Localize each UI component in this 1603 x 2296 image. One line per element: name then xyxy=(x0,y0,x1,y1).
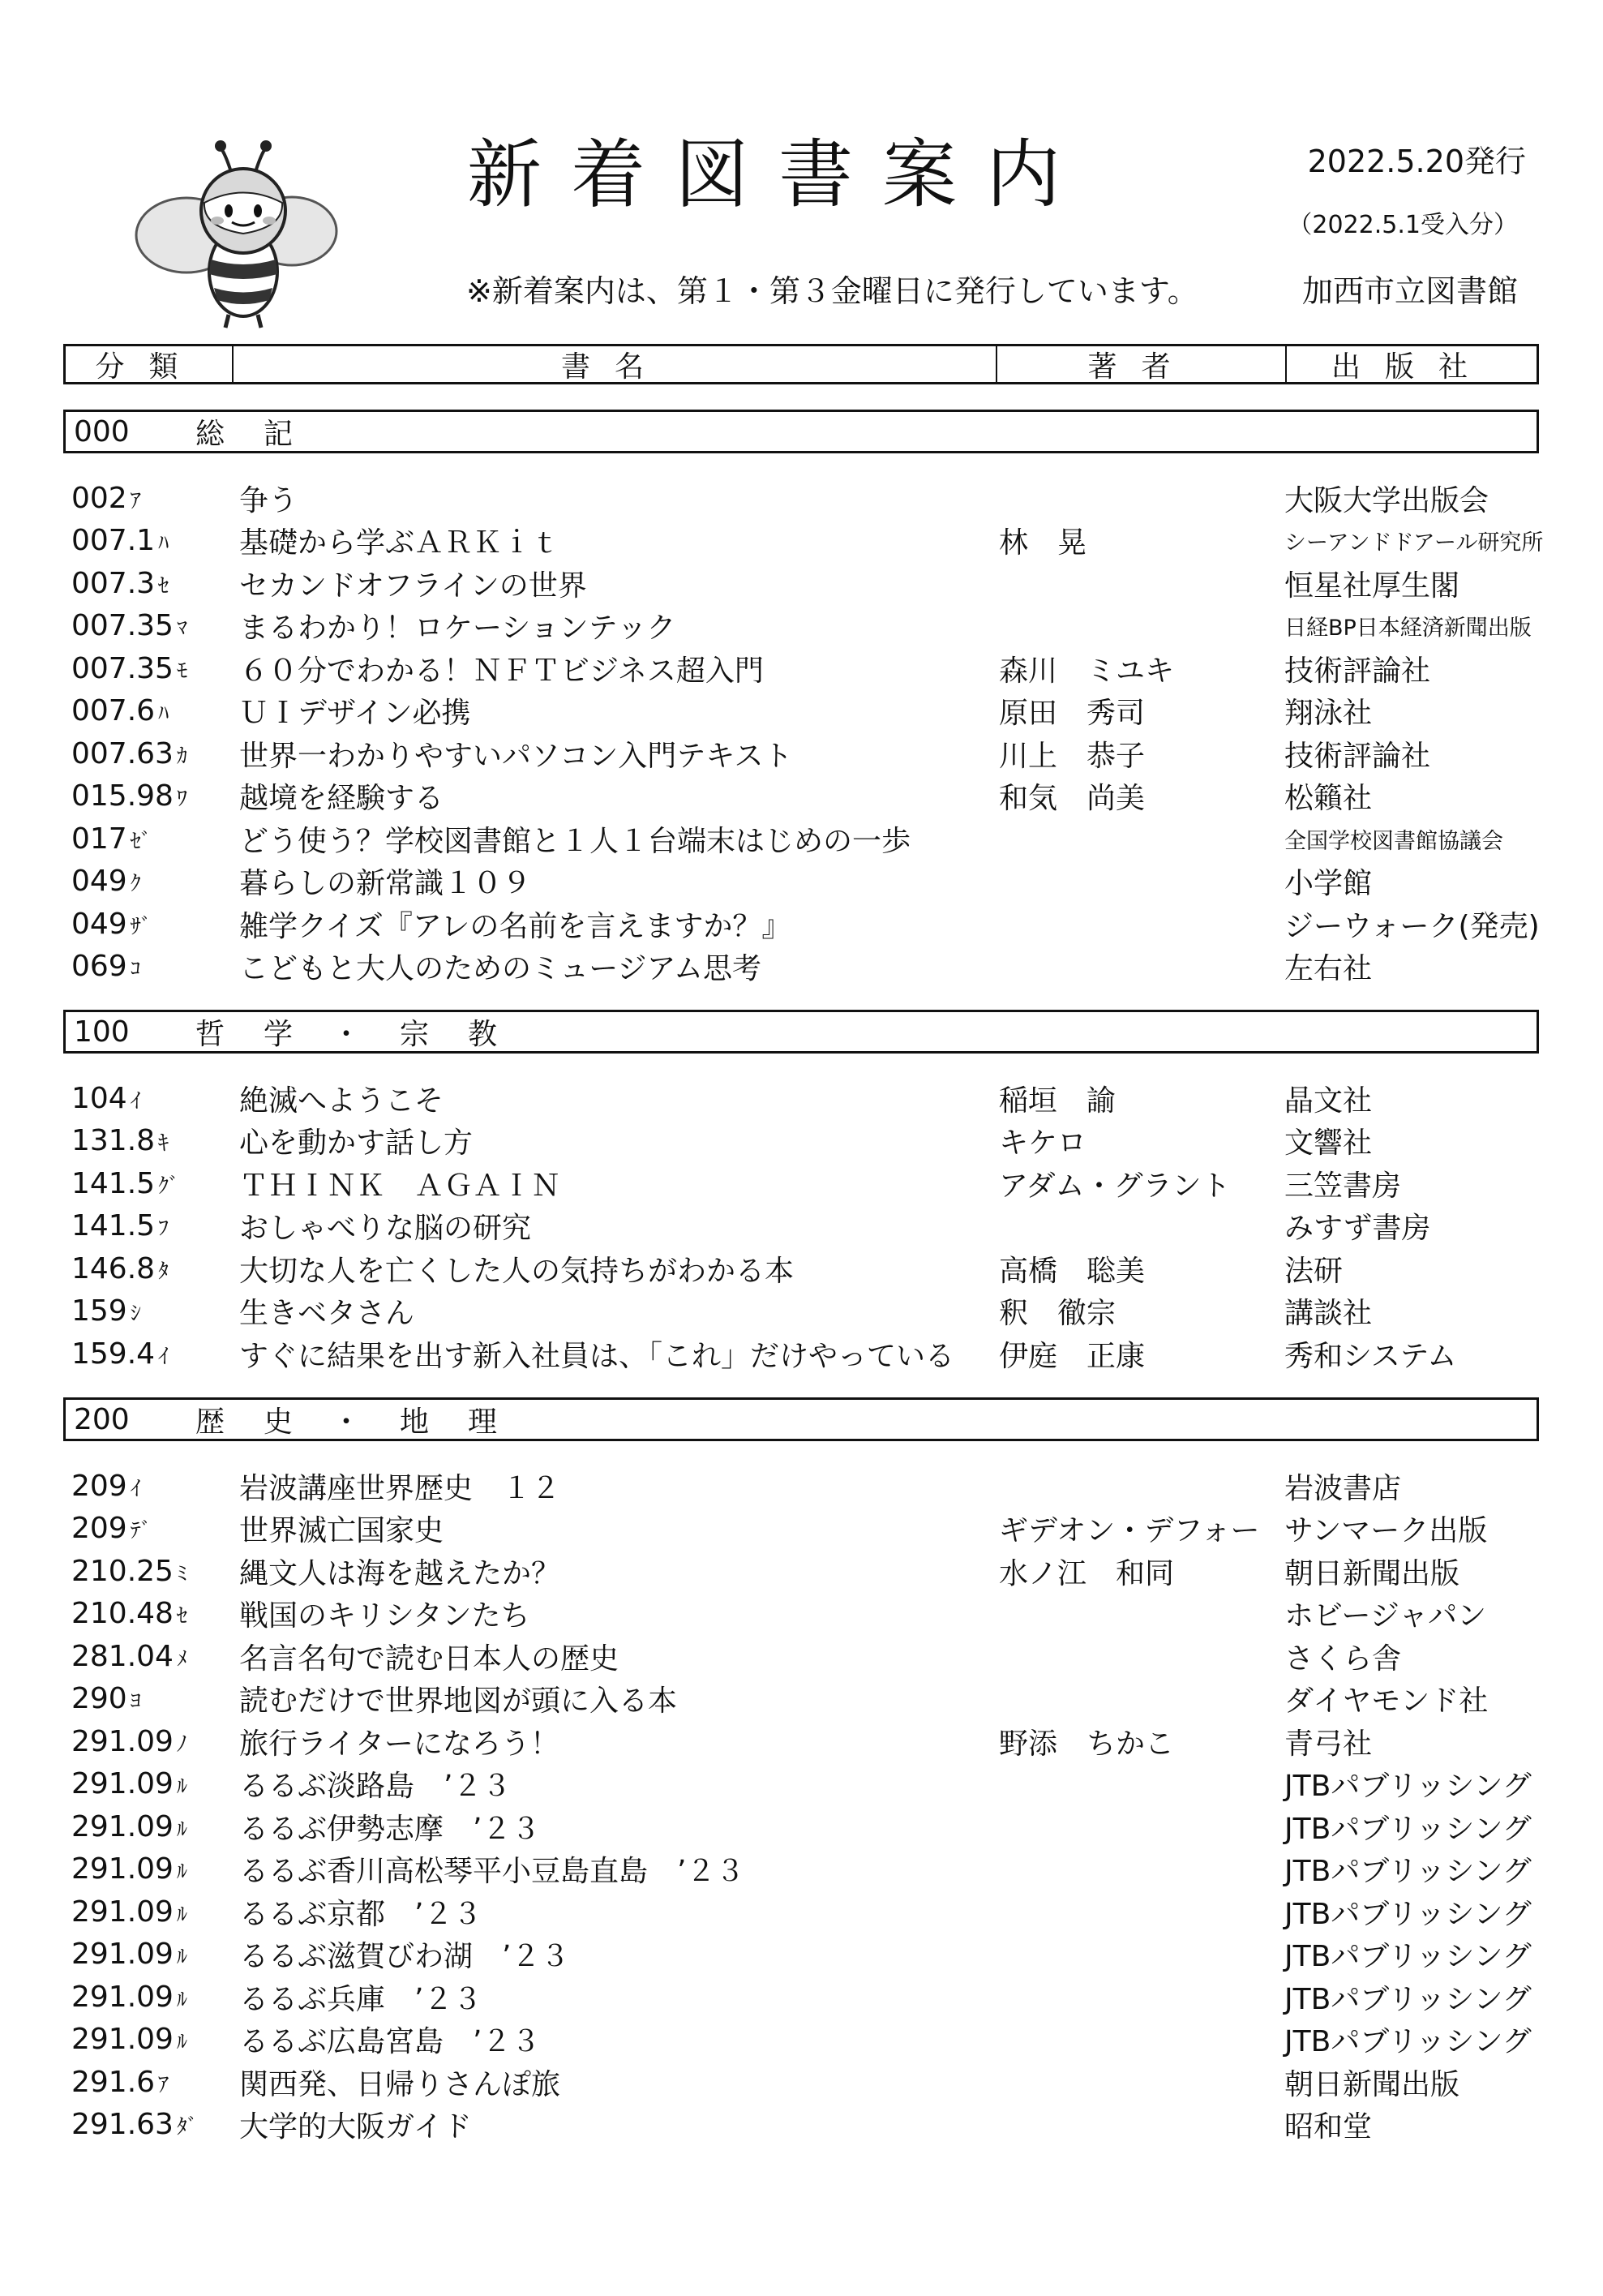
book-row xyxy=(0,775,1603,818)
book-publisher: 三笠書房 xyxy=(1284,1169,1402,1203)
book-title: るるぶ香川高松琴平小豆島直島 ’２３ xyxy=(239,1855,745,1889)
author-initial-kana: ﾓ xyxy=(176,659,187,684)
classification-number: 291.09 xyxy=(71,1724,174,1758)
classification-number: 159.4 xyxy=(71,1337,156,1371)
book-title: 雑学クイズ『アレの名前を言えますか？』 xyxy=(239,909,791,943)
classification-number: 291.6 xyxy=(71,2065,156,2099)
book-title: るるぶ京都 ’２３ xyxy=(239,1897,482,1931)
book-publisher: 大阪大学出版会 xyxy=(1284,483,1489,517)
book-classification xyxy=(71,1167,179,1200)
book-title: 読むだけで世界地図が頭に入る本 xyxy=(239,1684,678,1719)
book-row xyxy=(0,1508,1603,1551)
column-title: 書名 xyxy=(234,346,997,382)
book-row xyxy=(0,1720,1603,1763)
book-classification xyxy=(71,950,141,983)
author-initial-kana: ﾖ xyxy=(130,1689,141,1714)
book-row xyxy=(0,1678,1603,1721)
section-code: 100 xyxy=(74,1015,130,1049)
book-publisher: 松籟社 xyxy=(1284,782,1373,816)
book-title: 暮らしの新常識１０９ xyxy=(239,867,532,901)
book-row xyxy=(0,1805,1603,1848)
book-publisher: JTBパブリッシング xyxy=(1284,1855,1532,1889)
book-title: 絶滅へようこそ xyxy=(239,1084,444,1118)
book-author: 森川 ミユキ xyxy=(999,654,1175,688)
book-row xyxy=(0,860,1603,903)
book-classification xyxy=(71,1981,187,2014)
book-publisher: JTBパブリッシング xyxy=(1284,1770,1532,1804)
author-initial-kana: ｻﾞ xyxy=(130,914,152,939)
classification-number: 007.1 xyxy=(71,524,156,558)
author-initial-kana: ｾﾞ xyxy=(130,829,152,854)
book-row xyxy=(0,1976,1603,2019)
book-classification xyxy=(71,779,187,813)
book-classification xyxy=(71,1082,141,1115)
book-author: 稲垣 諭 xyxy=(999,1084,1117,1118)
classification-number: 017 xyxy=(71,822,127,856)
section-list-000 xyxy=(0,477,1603,988)
classification-number: 141.5 xyxy=(71,1166,156,1200)
book-classification xyxy=(71,1597,187,1630)
book-publisher: 晶文社 xyxy=(1284,1084,1373,1118)
author-initial-kana: ｾ xyxy=(158,573,169,599)
book-row xyxy=(0,1077,1603,1120)
classification-number: 007.63 xyxy=(71,736,174,770)
book-row xyxy=(0,2061,1603,2104)
classification-number: 069 xyxy=(71,950,127,984)
author-initial-kana: ﾀﾞ xyxy=(176,2115,198,2140)
classification-number: 131.8 xyxy=(71,1124,156,1158)
author-initial-kana: ｺ xyxy=(130,957,141,982)
classification-number: 291.09 xyxy=(71,1895,174,1929)
book-classification xyxy=(71,609,187,642)
author-initial-kana: ﾊ xyxy=(158,702,169,727)
author-initial-kana: ｲ xyxy=(130,1476,141,1501)
book-classification xyxy=(71,1852,187,1886)
library-name: 加西市立図書館 xyxy=(1301,273,1518,309)
book-publisher: みすず書房 xyxy=(1284,1212,1431,1246)
author-initial-kana: ﾀ xyxy=(158,1259,169,1284)
section-list-100 xyxy=(0,1077,1603,1375)
book-title: 世界滅亡国家史 xyxy=(239,1514,444,1548)
book-classification xyxy=(71,1512,152,1545)
book-row xyxy=(0,477,1603,520)
book-classification xyxy=(71,694,169,727)
author-initial-kana: ｲ xyxy=(158,1344,169,1369)
author-initial-kana: ｾ xyxy=(176,1604,187,1629)
book-title: ＴＨＩＮＫ ＡＧＡＩＮ xyxy=(239,1169,561,1203)
classification-number: 104 xyxy=(71,1081,127,1115)
author-initial-kana: ｸﾞ xyxy=(158,1174,180,1199)
book-row xyxy=(0,1635,1603,1678)
classification-number: 291.09 xyxy=(71,1809,174,1843)
book-title: るるぶ広島宮島 ’２３ xyxy=(239,2025,541,2059)
section-header-200 xyxy=(63,1397,1539,1441)
author-initial-kana: ﾙ xyxy=(176,1987,187,2012)
page-title: 新着図書案内 xyxy=(466,131,1090,218)
author-initial-kana: ﾃﾞ xyxy=(130,1519,152,1544)
classification-number: 291.63 xyxy=(71,2108,174,2142)
book-row xyxy=(0,1162,1603,1205)
section-label: 歴史・地理 xyxy=(195,1405,537,1439)
book-row xyxy=(0,1247,1603,1290)
book-publisher: 技術評論社 xyxy=(1284,739,1431,773)
book-publisher: JTBパブリッシング xyxy=(1284,1812,1532,1846)
book-classification xyxy=(71,2108,198,2141)
book-publisher: 技術評論社 xyxy=(1284,654,1431,688)
author-initial-kana: ﾌ xyxy=(158,1217,169,1242)
book-classification xyxy=(71,737,187,770)
book-classification xyxy=(71,1767,187,1800)
book-row xyxy=(0,1333,1603,1375)
book-title: るるぶ伊勢志摩 ’２３ xyxy=(239,1812,541,1846)
book-row xyxy=(0,1205,1603,1248)
book-title: るるぶ滋賀びわ湖 ’２３ xyxy=(239,1940,570,1974)
book-author: 釈 徹宗 xyxy=(999,1297,1117,1331)
book-title: 名言名句で読む日本人の歴史 xyxy=(239,1642,619,1676)
book-row xyxy=(0,1465,1603,1508)
book-publisher: 昭和堂 xyxy=(1284,2110,1373,2144)
book-title: 関西発、日帰りさんぽ旅 xyxy=(239,2067,561,2101)
book-row xyxy=(0,818,1603,860)
classification-number: 015.98 xyxy=(71,779,174,813)
book-row xyxy=(0,647,1603,690)
book-title: 戦国のキリシタンたち xyxy=(239,1599,530,1633)
book-row xyxy=(0,1593,1603,1636)
book-classification xyxy=(71,2023,187,2056)
book-row xyxy=(0,690,1603,733)
book-title: ６０分でわかる！ＮＦＴビジネス超入門 xyxy=(239,654,764,688)
book-author: 水ノ江 和同 xyxy=(999,1556,1175,1590)
book-title: おしゃべりな脳の研究 xyxy=(239,1212,532,1246)
author-initial-kana: ｶ xyxy=(176,744,187,769)
section-code: 000 xyxy=(74,414,130,448)
book-publisher: 小学館 xyxy=(1284,867,1373,901)
book-row xyxy=(0,946,1603,989)
book-classification xyxy=(71,1725,187,1758)
book-title: どう使う？学校図書館と１人１台端末はじめの一歩 xyxy=(239,824,911,858)
classification-number: 291.09 xyxy=(71,2023,174,2057)
classification-number: 281.04 xyxy=(71,1639,174,1673)
section-header-100 xyxy=(63,1010,1539,1054)
section-label: 総記 xyxy=(195,417,332,451)
book-title: 岩波講座世界歴史 １２ xyxy=(239,1471,561,1505)
column-publisher: 出版社 xyxy=(1331,350,1492,384)
author-initial-kana: ｷ xyxy=(158,1131,169,1157)
book-title: 旅行ライターになろう！ xyxy=(239,1727,559,1761)
book-title: ＵＩデザイン必携 xyxy=(239,697,471,731)
book-publisher: ジーウォーク(発売) xyxy=(1284,909,1540,943)
classification-number: 007.6 xyxy=(71,694,156,728)
book-classification xyxy=(71,1294,141,1328)
classification-number: 002 xyxy=(71,481,127,515)
author-initial-kana: ｲ xyxy=(130,1088,141,1114)
column-header xyxy=(63,344,1539,384)
book-author: ギデオン・デフォー xyxy=(999,1514,1260,1548)
book-title: すぐに結果を出す新入社員は、「これ」だけやっている xyxy=(239,1339,955,1373)
book-publisher: 全国学校図書館協議会 xyxy=(1284,828,1503,854)
book-row xyxy=(0,1848,1603,1891)
book-row xyxy=(0,1890,1603,1933)
classification-number: 291.09 xyxy=(71,1980,174,2014)
book-title: 争う xyxy=(239,483,298,517)
bee-mascot-icon xyxy=(130,138,349,333)
classification-number: 159 xyxy=(71,1294,127,1328)
book-row xyxy=(0,1763,1603,1806)
book-publisher: JTBパブリッシング xyxy=(1284,2025,1532,2059)
book-title: まるわかり！ロケーションテック xyxy=(239,612,676,646)
book-row xyxy=(0,1933,1603,1976)
book-title: 心を動かす話し方 xyxy=(239,1127,474,1161)
classification-number: 007.35 xyxy=(71,609,174,643)
book-classification xyxy=(71,567,169,600)
book-classification xyxy=(71,1470,141,1503)
book-title: 縄文人は海を越えたか？ xyxy=(239,1556,561,1590)
classification-number: 007.35 xyxy=(71,651,174,685)
book-classification xyxy=(71,822,152,856)
book-publisher: 朝日新聞出版 xyxy=(1284,2067,1460,2101)
book-classification xyxy=(71,1337,169,1371)
classification-number: 291.09 xyxy=(71,1938,174,1972)
book-classification xyxy=(71,2066,169,2099)
book-publisher: JTBパブリッシング xyxy=(1284,1982,1532,2016)
book-title: こどもと大人のためのミュージアム思考 xyxy=(239,952,762,986)
book-publisher: 岩波書店 xyxy=(1284,1471,1402,1505)
book-title: るるぶ淡路島 ’２３ xyxy=(239,1770,512,1804)
book-author: 川上 恭子 xyxy=(999,739,1146,773)
book-classification xyxy=(71,1810,187,1843)
book-title: 大切な人を亡くした人の気持ちがわかる本 xyxy=(239,1254,795,1288)
book-publisher: 翔泳社 xyxy=(1284,697,1373,731)
classification-number: 291.09 xyxy=(71,1767,174,1801)
author-initial-kana: ﾏ xyxy=(176,616,187,642)
book-author: 伊庭 正康 xyxy=(999,1339,1146,1373)
author-initial-kana: ﾙ xyxy=(176,1775,187,1800)
publication-notice: ※新着案内は、第１・第３金曜日に発行しています。 xyxy=(466,273,1198,309)
book-classification xyxy=(71,1895,187,1929)
book-publisher: サンマーク出版 xyxy=(1284,1514,1488,1548)
book-title: 越境を経験する xyxy=(239,782,444,816)
author-initial-kana: ﾙ xyxy=(176,1817,187,1842)
book-row xyxy=(0,520,1603,563)
book-publisher: 文響社 xyxy=(1284,1127,1373,1161)
book-row xyxy=(0,1550,1603,1593)
book-publisher: 法研 xyxy=(1284,1254,1344,1288)
classification-number: 210.48 xyxy=(71,1597,174,1631)
book-author: 和気 尚美 xyxy=(999,782,1146,816)
book-author: 野添 ちかこ xyxy=(999,1727,1175,1761)
book-publisher: JTBパブリッシング xyxy=(1284,1940,1532,1974)
author-initial-kana: ﾜ xyxy=(176,787,187,812)
book-publisher: 朝日新聞出版 xyxy=(1284,1556,1460,1590)
book-row xyxy=(0,2019,1603,2062)
classification-number: 141.5 xyxy=(71,1209,156,1243)
book-publisher: シーアンドドアール研究所 xyxy=(1284,530,1544,556)
book-classification xyxy=(71,1252,169,1285)
book-title: 世界一わかりやすいパソコン入門テキスト xyxy=(239,739,793,773)
classification-number: 210.25 xyxy=(71,1554,174,1588)
author-initial-kana: ﾙ xyxy=(176,1860,187,1885)
book-publisher: 講談社 xyxy=(1284,1297,1373,1331)
classification-number: 049 xyxy=(71,865,127,899)
book-title: るるぶ兵庫 ’２３ xyxy=(239,1982,482,2016)
column-author: 著者 xyxy=(997,346,1287,382)
book-publisher: 青弓社 xyxy=(1284,1727,1373,1761)
book-row xyxy=(0,1120,1603,1163)
issue-date: 2022.5.20発行 xyxy=(1307,144,1526,179)
section-code: 200 xyxy=(74,1402,130,1436)
classification-number: 290 xyxy=(71,1682,127,1716)
author-initial-kana: ﾒ xyxy=(176,1646,187,1672)
book-classification xyxy=(71,1938,187,1971)
book-row xyxy=(0,2104,1603,2147)
book-title: セカンドオフラインの世界 xyxy=(239,569,587,603)
book-classification xyxy=(71,1209,169,1242)
book-publisher: ホビージャパン xyxy=(1284,1599,1487,1633)
book-row xyxy=(0,732,1603,775)
book-publisher: 左右社 xyxy=(1284,952,1373,986)
book-publisher: 秀和システム xyxy=(1284,1339,1457,1373)
classification-number: 209 xyxy=(71,1512,127,1546)
classification-number: 146.8 xyxy=(71,1251,156,1285)
book-title: 大学的大阪ガイド xyxy=(239,2110,472,2144)
section-list-200 xyxy=(0,1465,1603,2146)
book-row xyxy=(0,605,1603,648)
book-publisher: 日経BP日本経済新聞出版 xyxy=(1284,616,1532,642)
book-classification xyxy=(71,908,152,941)
book-classification xyxy=(71,482,141,515)
book-publisher: 恒星社厚生閣 xyxy=(1284,569,1460,603)
classification-number: 007.3 xyxy=(71,566,156,600)
classification-number: 209 xyxy=(71,1469,127,1503)
author-initial-kana: ﾉ xyxy=(176,1732,187,1757)
author-initial-kana: ｸ xyxy=(130,872,141,897)
received-range: （2022.5.1受入分） xyxy=(1288,211,1518,239)
author-initial-kana: ﾊ xyxy=(158,531,169,556)
book-classification xyxy=(71,524,169,557)
book-classification xyxy=(71,1124,169,1157)
book-classification xyxy=(71,1682,141,1715)
book-classification xyxy=(71,652,187,685)
author-initial-kana: ｱ xyxy=(130,488,141,513)
book-classification xyxy=(71,865,141,898)
section-label: 哲学・宗教 xyxy=(195,1017,537,1051)
book-row xyxy=(0,562,1603,605)
author-initial-kana: ｱ xyxy=(158,2072,169,2097)
book-classification xyxy=(71,1640,187,1673)
classification-number: 049 xyxy=(71,907,127,941)
author-initial-kana: ﾙ xyxy=(176,2030,187,2055)
author-initial-kana: ﾙ xyxy=(176,1902,187,1927)
author-initial-kana: ｼ xyxy=(130,1302,141,1327)
book-author: 林 晃 xyxy=(999,526,1087,560)
book-title: 基礎から学ぶＡＲＫｉｔ xyxy=(239,526,561,560)
author-initial-kana: ﾐ xyxy=(176,1561,187,1586)
book-author: アダム・グラント xyxy=(999,1169,1231,1203)
book-publisher: JTBパブリッシング xyxy=(1284,1897,1532,1931)
book-classification xyxy=(71,1555,187,1588)
book-title: 生きベタさん xyxy=(239,1297,415,1331)
book-author: 高橋 聡美 xyxy=(999,1254,1146,1288)
author-initial-kana: ﾙ xyxy=(176,1945,187,1970)
classification-number: 291.09 xyxy=(71,1852,174,1886)
book-row xyxy=(0,903,1603,946)
book-author: 原田 秀司 xyxy=(999,697,1146,731)
book-row xyxy=(0,1290,1603,1333)
book-publisher: ダイヤモンド社 xyxy=(1284,1684,1489,1719)
column-classification: 分類 xyxy=(66,346,234,382)
book-author: キケロ xyxy=(999,1127,1087,1161)
book-publisher: さくら舎 xyxy=(1284,1642,1402,1676)
section-header-000 xyxy=(63,410,1539,453)
